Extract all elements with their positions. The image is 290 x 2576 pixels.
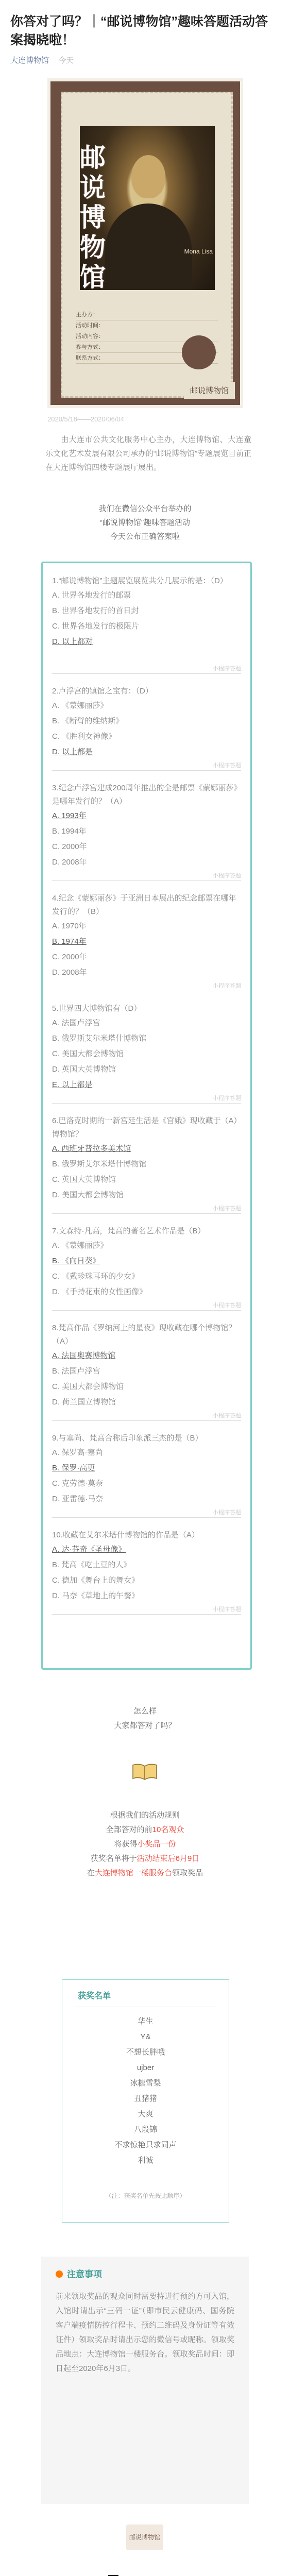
question-block [52,1225,241,1300]
answer-option-correct: D. 以上都对 [52,637,93,646]
painting-face [131,155,165,198]
answer-option: D. 美国大都会博物馆 [52,1191,124,1199]
rule-title: 根据我们的活动规则 [110,1811,180,1820]
rule-line [0,1837,290,1852]
question-divider [52,1213,241,1214]
winner-name: 八段锦 [133,2125,157,2134]
answer-option: D. 亚雷德·马奈 [52,1495,104,1503]
winners-note: （注：获奖名单先按此顺序） [105,2192,186,2199]
stamp-caption: Mona Lisa [184,248,213,255]
rule-text: 在 [87,1869,95,1877]
question-text: 7.文森特·凡高，梵高的著名艺术作品是（B） [52,1227,206,1235]
exhibit-logo: 邮说博物馆 [126,2524,163,2550]
answer-option: B. 1994年 [52,827,87,836]
answer-option: D. 荷兰国立博物馆 [52,1398,116,1406]
answer-option: D. 马奈《草地上的午餐》 [52,1591,140,1600]
answer-option: A. 保罗高·塞尚 [52,1448,103,1457]
answer-option-correct: A. 法国奥赛博物馆 [52,1351,116,1360]
winners-list [62,2014,229,2168]
winner-name: Y& [140,2032,151,2041]
question-text: 1.“邮说博物馆”主题展览展览共分几展示的是：（D） [52,577,228,585]
question-text: 2.卢浮宫的镇馆之宝有：（D） [52,687,153,696]
after-line: 怎么样 [133,1707,157,1716]
rule-highlight: 大连博物馆一楼服务台 [94,1869,172,1877]
answer-option: D. 2008年 [52,858,87,867]
question-divider [52,1614,241,1615]
answer-option: B. 俄罗斯艾尔米塔什博物馆 [52,1034,147,1043]
rule-text: 领取奖品 [172,1869,203,1877]
article-title: 你答对了吗？｜“邮说博物馆”趣味答题活动答案揭晓啦！ [10,14,268,47]
answer-option: C. 《戴珍珠耳环的少女》 [52,1272,140,1281]
answer-option: A. 1970年 [52,922,87,930]
question-block [52,1432,241,1507]
question-divider [52,880,241,881]
question-hint: 小程序答题 [213,873,241,879]
question-divider [52,770,241,771]
answer-option-correct: B. 1974年 [52,937,87,946]
winner-name: 利诚 [138,2156,153,2165]
poster-label: 邮说博物馆 [184,382,235,399]
after-question-text [0,1704,290,1733]
winner-name: 丑猪猪 [133,2094,157,2103]
account-name-link[interactable]: 大连博物馆 [10,56,49,65]
answer-option-correct: E. 以上都是 [52,1080,93,1089]
winner-name: 华生 [138,2017,153,2026]
rule-highlight: 活动结束后6月9日 [137,1854,200,1863]
question-block [52,782,241,870]
question-text: 3.纪念卢浮宫建成200周年推出的全是邮票《蒙娜丽莎》是哪年发行的？（A） [52,784,238,806]
stamp-info-line: 活动内容： [76,331,218,342]
question-block [52,1002,241,1093]
answer-option-correct: A. 1993年 [52,811,87,820]
answer-option: B. 俄罗斯艾尔米塔什博物馆 [52,1160,147,1168]
question-divider [52,1103,241,1104]
answer-option-correct: A. 西班牙普拉多美术馆 [52,1144,131,1153]
answer-option: C. 2000年 [52,953,87,961]
answer-option: D. 2008年 [52,968,87,977]
activity-date: 2020/5/18——2020/06/04 [47,415,124,423]
open-book-icon [132,1762,158,1781]
answer-option: C. 2000年 [52,842,87,851]
questions-card [41,562,252,1670]
answer-option: A. 世界各地发行的邮票 [52,591,131,600]
rule-text: 全部答对的前 [106,1825,152,1834]
answer-option: C. 德加《舞台上的舞女》 [52,1576,140,1585]
question-block [52,1529,241,1604]
answer-option: C. 英国大英博物馆 [52,1175,116,1184]
rule-line [0,1823,290,1837]
notice-card [41,2257,249,2504]
answer-option: C. 世界各地发行的极限片 [52,622,140,631]
notice-dot-icon [56,2270,63,2278]
article-meta [10,55,74,65]
question-hint: 小程序答题 [213,1206,241,1212]
invite-block [52,502,238,544]
answer-option: A. 法国卢浮宫 [52,1019,100,1027]
stamp-title: 邮说博物馆 [80,142,106,292]
question-block [52,574,241,650]
stamp-info-line: 参与方式： [76,342,218,353]
after-line: 大家都答对了吗？ [114,1721,176,1730]
answer-option: C. 克劳德·莫奈 [52,1479,104,1488]
answer-option: B. 世界各地发行的首日封 [52,606,139,615]
answer-option: D. 《手持花束的女性画像》 [52,1287,147,1296]
answer-option: B. 梵高《吃土豆的人》 [52,1561,131,1569]
answer-option-correct: D. 以上都是 [52,748,93,756]
notice-title-text: 注意事项 [67,2269,102,2279]
question-block [52,1114,241,1203]
question-text: 9.与塞尚、梵高合称后印象派三杰的是（B） [52,1434,203,1443]
question-hint: 小程序答题 [213,1510,241,1516]
question-hint: 小程序答题 [213,1606,241,1613]
question-text: 4.纪念《蒙娜丽莎》于亚洲日本展出的纪念邮票在哪年发行的？（B） [52,894,236,916]
winner-name: 大爽 [138,2110,153,2119]
invite-line: “邮说博物馆”趣味答题活动 [100,518,190,527]
answer-option: C. 美国大都会博物馆 [52,1382,124,1391]
answer-option: A. 《蒙娜丽莎》 [52,701,108,710]
winner-name: 冰糖雪梨 [130,2079,161,2088]
question-divider [52,1420,241,1421]
rule-block [0,1808,290,1880]
winner-name: 不想长胖哦 [126,2048,165,2057]
winner-name: ujber [137,2063,155,2072]
rule-text: 将获得 [114,1840,138,1849]
question-hint: 小程序答题 [213,1302,241,1309]
stamp-frame [61,92,233,398]
rule-highlight: 10名观众 [152,1825,184,1834]
answer-option: A. 《蒙娜丽莎》 [52,1241,108,1250]
publish-date: 今天 [58,56,74,65]
winners-card [62,1979,229,2223]
answer-option: C. 《胜利女神像》 [52,732,116,741]
question-text: 10.收藏在艾尔米塔什博物馆的作品是（A） [52,1531,199,1539]
rule-text: 获奖名单将于 [90,1854,137,1863]
question-hint: 小程序答题 [213,1095,241,1101]
question-block [52,685,241,760]
question-text: 6.巴洛克时期的一新宫廷生活是《宫娥》现收藏于（A）博物馆？ [52,1116,238,1139]
question-hint: 小程序答题 [213,762,241,769]
question-block [52,1321,241,1410]
stamp-info-line: 活动时间： [76,320,218,331]
question-text: 5.世界四大博物馆有（D） [52,1004,142,1013]
poster-image [47,78,243,408]
question-hint: 小程序答题 [213,666,241,672]
intro-paragraph: 由大连市公共文化服务中心主办，大连博物馆、大连童乐文化艺术发展有限公司承办的“邮说博物馆”专题展览目前正在大连博物馆四楼专题展厅展出。 [45,435,251,472]
rule-highlight: 小奖品一份 [137,1840,176,1849]
answer-option-correct: B. 保罗·高更 [52,1464,95,1472]
rule-line [0,1866,290,1880]
question-hint: 小程序答题 [213,983,241,989]
rule-line [0,1852,290,1866]
stamp-info-line: 主办方： [76,310,218,320]
question-divider [52,673,241,674]
invite-line: 我们在微信公众平台举办的 [98,504,192,513]
stamp-info-line: 联系方式： [76,353,218,364]
answer-option: C. 美国大都会博物馆 [52,1049,124,1058]
answer-option-correct: A. 达·芬奇《圣母像》 [52,1545,126,1554]
answer-option: B. 法国卢浮宫 [52,1367,100,1376]
winner-name: 不求惊艳只求同声 [114,2141,177,2149]
notice-text: 前来领取奖品的观众同时需要持进行预约方可入馆，入馆时请出示“三码一证”（即市民云健康码、国务院客户端疫情防控行程卡、预约二维码及身份证等有效证件）领取奖品时请出示您的微信号或昵称。领取奖品地点：大连博物馆一楼服务台。领取奖品时间：即日起至2020年6月3日。 [56,2292,234,2373]
invite-line: 今天公布正确答案啦 [110,532,180,541]
answer-option-correct: B. 《向日葵》 [52,1257,100,1265]
question-divider [52,1517,241,1518]
question-divider [52,1310,241,1311]
notice-title [56,2267,102,2280]
question-hint: 小程序答题 [213,1413,241,1419]
question-block [52,892,241,980]
winners-title: 获奖名单 [78,1992,111,2001]
question-text: 8.梵高作品《罗纳河上的星夜》现收藏在哪个博物馆？（A） [52,1324,236,1346]
answer-option: B. 《断臂的维纳斯》 [52,717,124,725]
postmark-icon [182,335,216,369]
answer-option: D. 英国大英博物馆 [52,1065,116,1074]
